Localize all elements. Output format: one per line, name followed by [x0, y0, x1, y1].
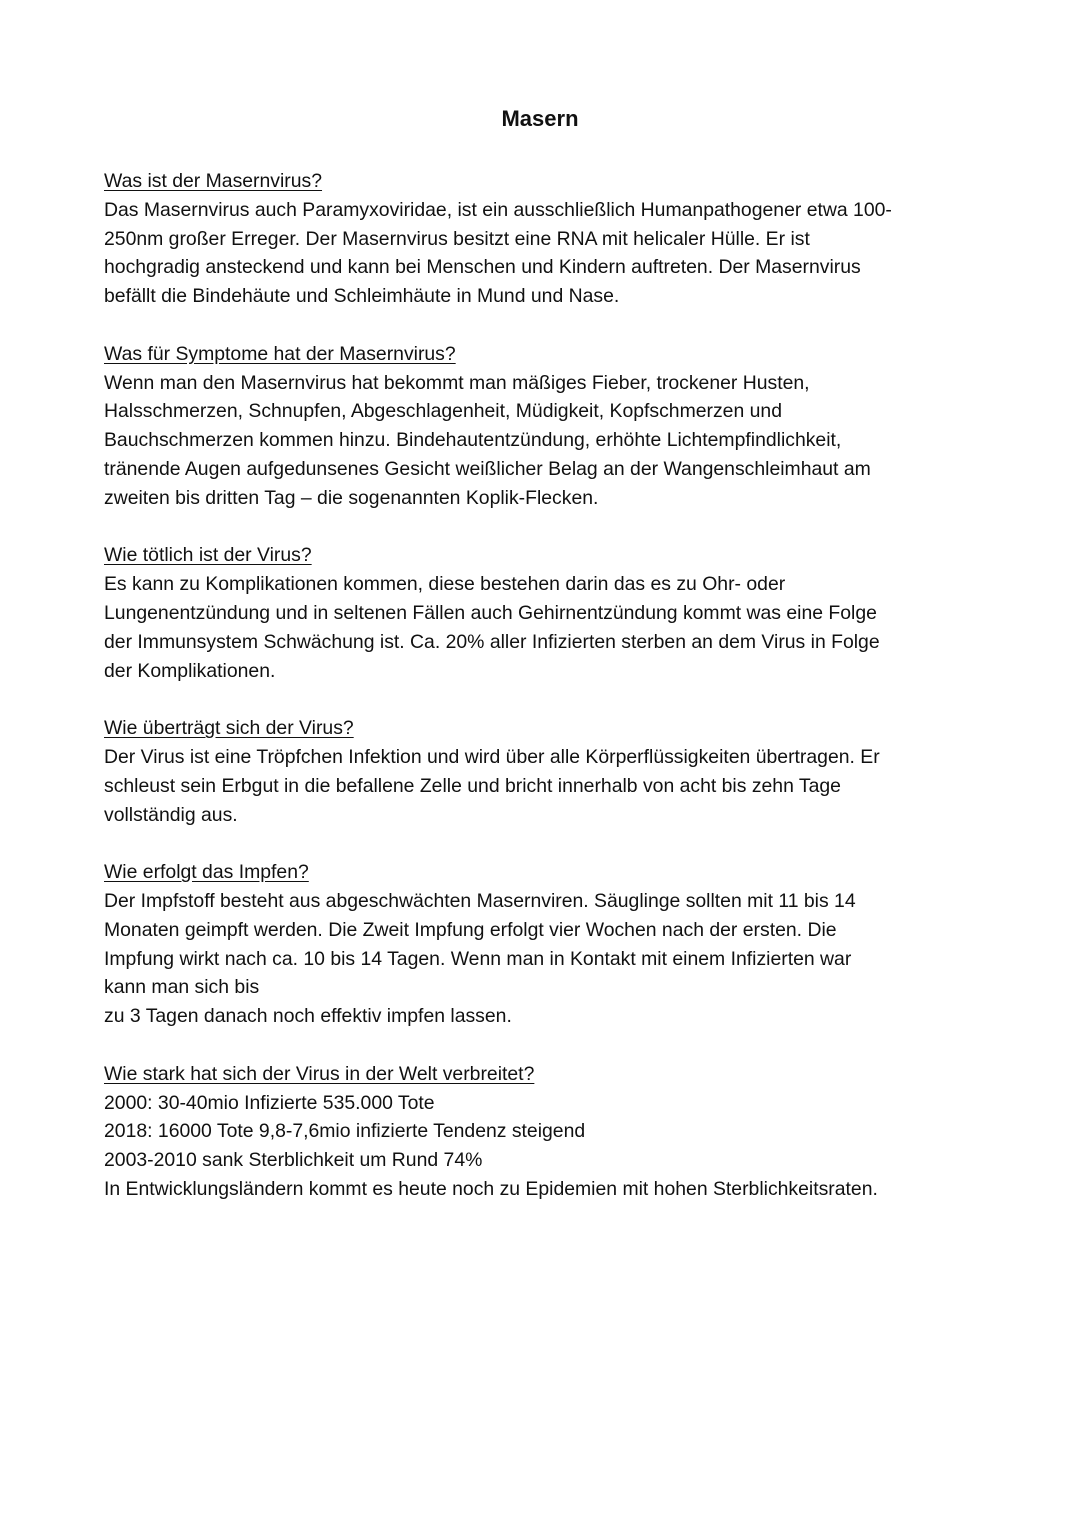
- paragraph-line: vollständig aus.: [104, 803, 238, 826]
- paragraph-line: zu 3 Tagen danach noch effektiv impfen lassen.: [104, 1005, 512, 1028]
- section-heading: Wie erfolgt das Impfen?: [104, 861, 309, 884]
- paragraph-line: befällt die Bindehäute und Schleimhäute in Mund und Nase.: [104, 285, 620, 308]
- section-heading: Wie tötlich ist der Virus?: [104, 544, 312, 567]
- paragraph-line: Impfung wirkt nach ca. 10 bis 14 Tagen. Wenn man in Kontakt mit einem Infizierten war: [104, 947, 852, 970]
- paragraph-line: Der Virus ist eine Tröpfchen Infektion und wird über alle Körperflüssigkeiten übertragen. Er: [104, 745, 880, 768]
- paragraph-line: schleust sein Erbgut in die befallene Zelle und bricht innerhalb von acht bis zehn Tage: [104, 774, 841, 797]
- paragraph-line: hochgradig ansteckend und kann bei Menschen und Kindern auftreten. Der Masernvirus: [104, 256, 861, 279]
- paragraph-line: 2000: 30-40mio Infizierte 535.000 Tote: [104, 1091, 435, 1114]
- paragraph-line: Halsschmerzen, Schnupfen, Abgeschlagenheit, Müdigkeit, Kopfschmerzen und: [104, 400, 782, 423]
- paragraph-line: der Immunsystem Schwächung ist. Ca. 20% aller Infizierten sterben an dem Virus in Folge: [104, 630, 880, 653]
- section-lethality: [104, 541, 984, 685]
- paragraph-line: Das Masernvirus auch Paramyxoviridae, ist ein ausschließlich Humanpathogener etwa 100-: [104, 198, 892, 221]
- paragraph-line: Lungenentzündung und in seltenen Fällen auch Gehirnentzündung kommt was eine Folge: [104, 601, 877, 624]
- paragraph-line: In Entwicklungsländern kommt es heute noch zu Epidemien mit hohen Sterblichkeitsraten.: [104, 1177, 878, 1200]
- section-vaccination: [104, 858, 984, 1031]
- paragraph-line: Monaten geimpft werden. Die Zweit Impfung erfolgt vier Wochen nach der ersten. Die: [104, 918, 837, 941]
- paragraph-line: der Komplikationen.: [104, 659, 276, 682]
- section-what-is-measles-virus: [104, 167, 984, 311]
- paragraph-line: kann man sich bis: [104, 976, 260, 999]
- section-heading: Was ist der Masernvirus?: [104, 170, 323, 192]
- paragraph-line: Es kann zu Komplikationen kommen, diese bestehen darin das es zu Ohr- oder: [104, 573, 786, 596]
- document-body: [104, 167, 984, 1232]
- paragraph-line: 250nm großer Erreger. Der Masernvirus besitzt eine RNA mit helicaler Hülle. Er ist: [104, 227, 810, 250]
- page-title: Masern: [501, 106, 579, 131]
- paragraph-line: Der Impfstoff besteht aus abgeschwächten Masernviren. Säuglinge sollten mit 11 bis 14: [104, 889, 856, 912]
- paragraph-line: Wenn man den Masernvirus hat bekommt man mäßiges Fieber, trockener Husten,: [104, 371, 810, 394]
- section-heading: Was für Symptome hat der Masernvirus?: [104, 342, 456, 365]
- paragraph-line: tränende Augen aufgedunsenes Gesicht weißlicher Belag an der Wangenschleimhaut am: [104, 457, 871, 480]
- paragraph-line: Bauchschmerzen kommen hinzu. Bindehautentzündung, erhöhte Lichtempfindlichkeit,: [104, 429, 842, 452]
- paragraph-line: zweiten bis dritten Tag – die sogenannten Koplik-Flecken.: [104, 486, 599, 509]
- section-transmission: [104, 714, 984, 829]
- paragraph-line: 2003-2010 sank Sterblichkeit um Rund 74%: [104, 1149, 483, 1172]
- paragraph-line: 2018: 16000 Tote 9,8-7,6mio infizierte Tendenz steigend: [104, 1120, 586, 1143]
- section-symptoms: [104, 340, 984, 513]
- section-heading: Wie stark hat sich der Virus in der Welt verbreitet?: [104, 1062, 535, 1085]
- section-global-spread: [104, 1060, 984, 1204]
- section-heading: Wie überträgt sich der Virus?: [104, 717, 354, 740]
